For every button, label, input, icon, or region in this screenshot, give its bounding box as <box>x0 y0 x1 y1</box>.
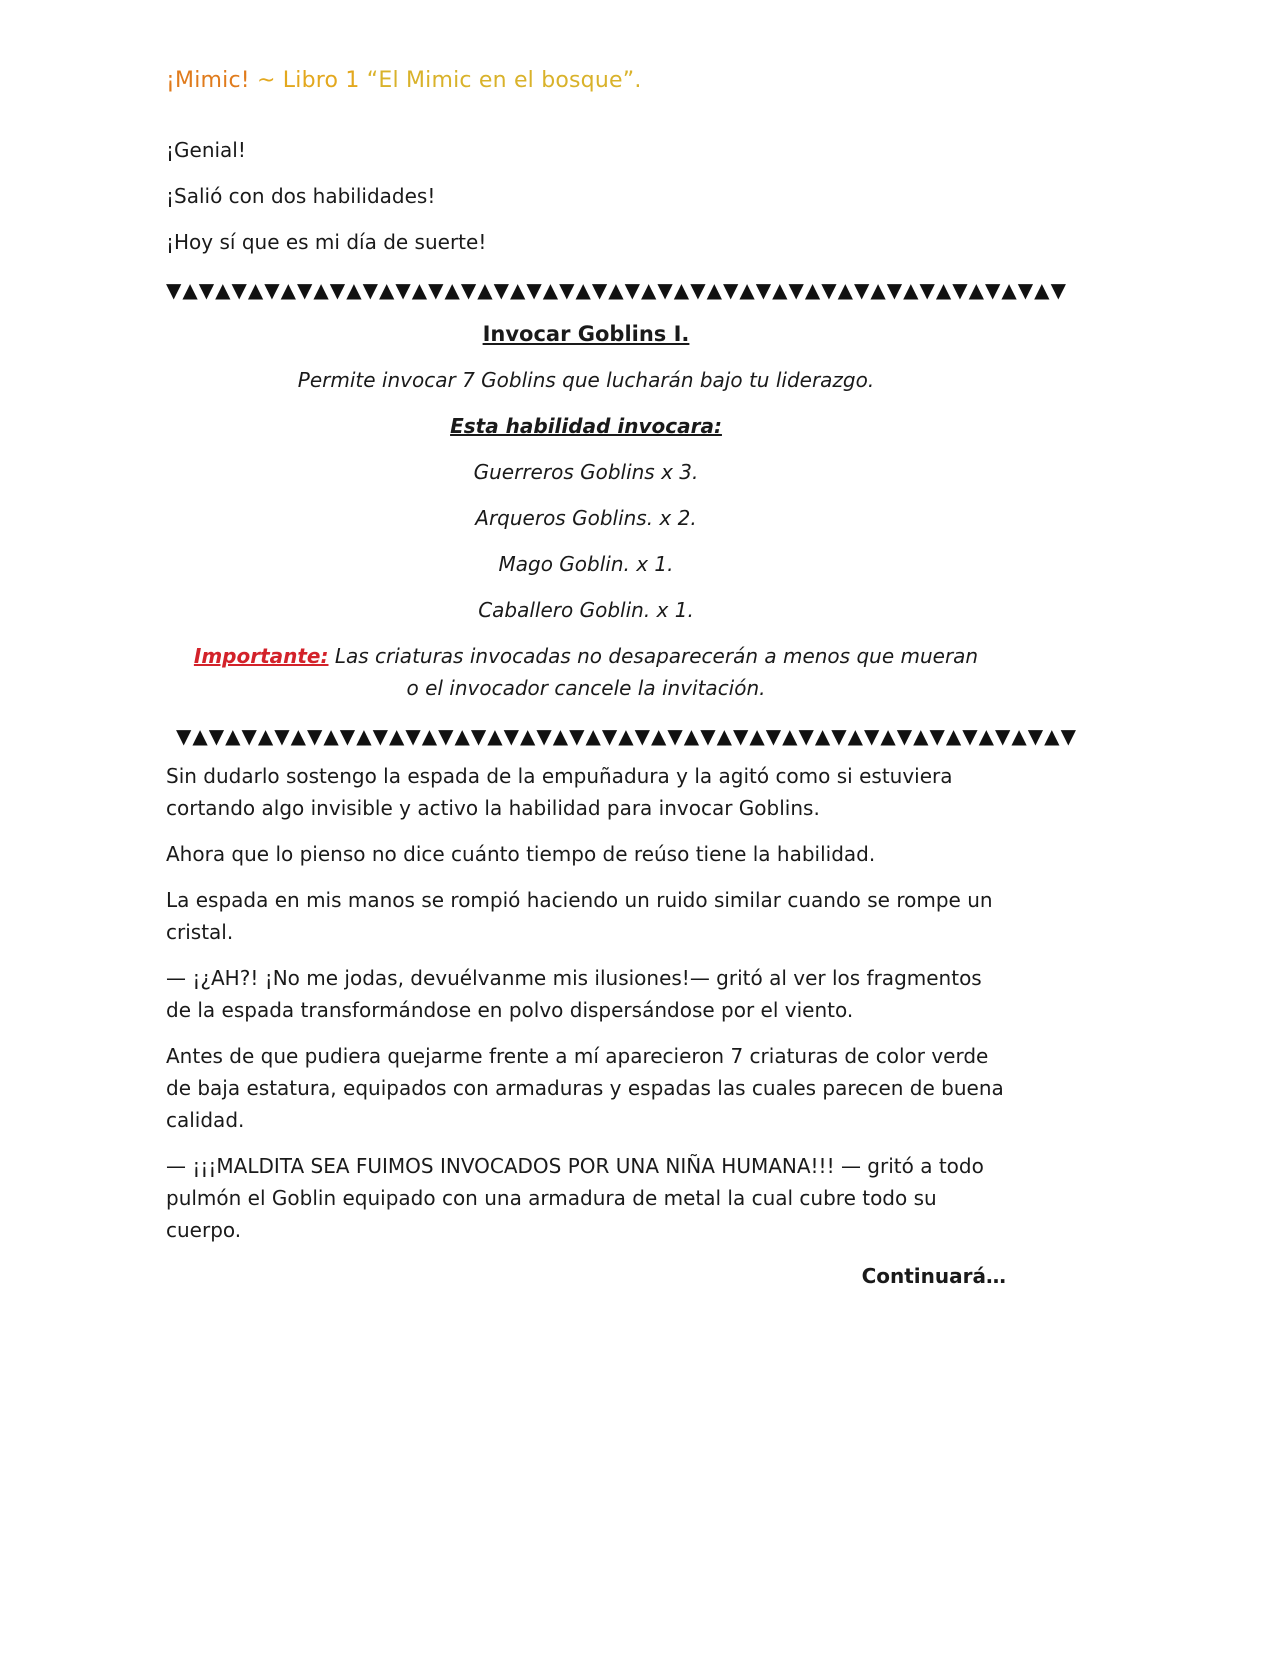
story-paragraph: Sin dudarlo sostengo la espada de la empuñadura y la agitó como si estuviera cortando algo invisible y activo la habilidad para invocar Goblins. <box>166 764 953 820</box>
summon-item: Caballero Goblin. x 1. <box>478 598 694 622</box>
separator-triangles-top: ▼▲▼▲▼▲▼▲▼▲▼▲▼▲▼▲▼▲▼▲▼▲▼▲▼▲▼▲▼▲▼▲▼▲▼▲▼▲▼▲▼▲▼▲▼▲▼▲▼▲▼▲▼▲▼ <box>166 278 1067 302</box>
summons-heading-line <box>166 410 1006 442</box>
important-note <box>186 640 986 704</box>
story-paragraph: La espada en mis manos se rompió haciendo un ruido similar cuando se rompe un cristal. <box>166 888 993 944</box>
summon-item: Mago Goblin. x 1. <box>498 552 674 576</box>
summons-heading: Esta habilidad invocara: <box>450 414 722 438</box>
story-paragraph: — ¡¿AH?! ¡No me jodas, devuélvanme mis ilusiones!— gritó al ver los fragmentos de la espada transformándose en polvo dispersándose por el viento. <box>166 966 982 1022</box>
important-text: Las criaturas invocadas no desaparecerán a menos que mueran o el invocador cancele la invitación. <box>328 644 979 700</box>
paragraph: ¡Genial! <box>166 138 246 162</box>
header-book-title: “El Mimic en el bosque”. <box>366 68 642 93</box>
story-paragraph: — ¡¡¡MALDITA SEA FUIMOS INVOCADOS POR UNA NIÑA HUMANA!!! — gritó a todo pulmón el Goblin equipado con una armadura de metal la cual cubre todo su cuerpo. <box>166 1154 984 1242</box>
skill-description: Permite invocar 7 Goblins que lucharán bajo tu liderazgo. <box>297 368 875 392</box>
paragraph: ¡Salió con dos habilidades! <box>166 184 436 208</box>
header-book-number: ~ Libro 1 <box>249 68 367 93</box>
summon-item: Guerreros Goblins x 3. <box>473 460 699 484</box>
skill-title: Invocar Goblins I. <box>482 322 690 346</box>
separator-triangles-bottom: ▼▲▼▲▼▲▼▲▼▲▼▲▼▲▼▲▼▲▼▲▼▲▼▲▼▲▼▲▼▲▼▲▼▲▼▲▼▲▼▲▼▲▼▲▼▲▼▲▼▲▼▲▼▲▼ <box>176 724 1077 748</box>
story-paragraph: Ahora que lo pienso no dice cuánto tiempo de reúso tiene la habilidad. <box>166 842 876 866</box>
important-label: Importante: <box>193 644 329 668</box>
to-be-continued: Continuará… <box>861 1264 1006 1288</box>
paragraph: ¡Hoy sí que es mi día de suerte! <box>166 230 487 254</box>
skill-box <box>166 318 1006 350</box>
running-header <box>166 68 642 93</box>
summon-item: Arqueros Goblins. x 2. <box>475 506 697 530</box>
header-series-title: ¡Mimic! <box>166 68 250 93</box>
story-paragraph: Antes de que pudiera quejarme frente a mí aparecieron 7 criaturas de color verde de baja estatura, equipados con armaduras y espadas las cuales parecen de buena calidad. <box>166 1044 1004 1132</box>
